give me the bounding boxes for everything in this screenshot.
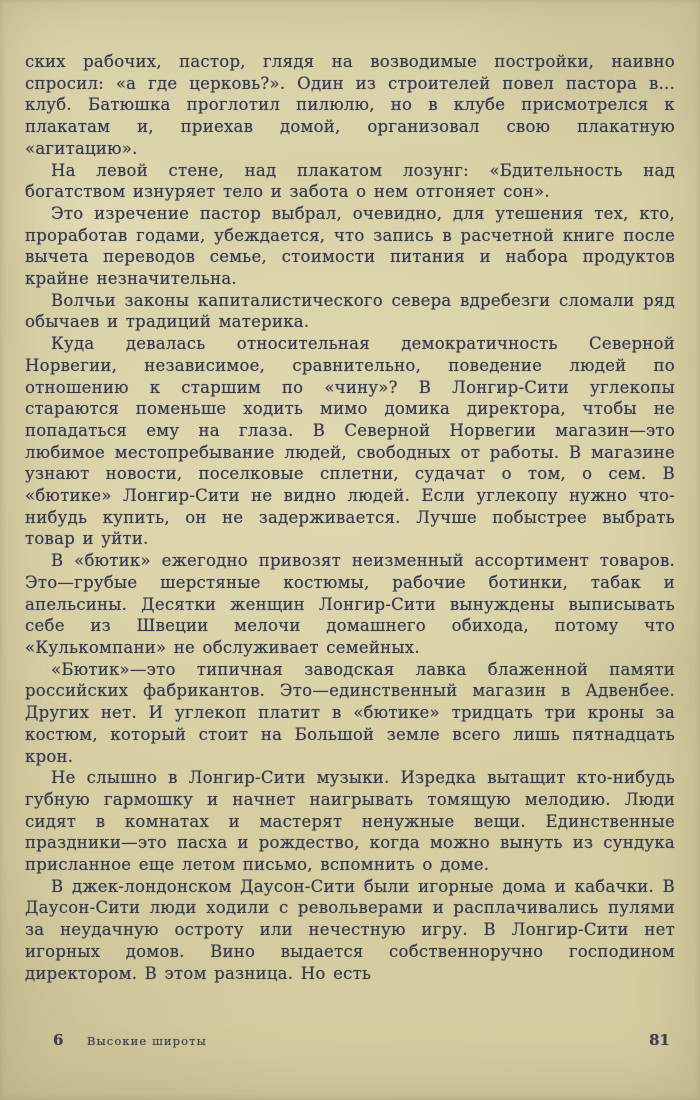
paragraph: В «бютик» ежегодно привозят неизменный ассортимент товаров. Это—грубые шерстяные костюмы, рабочие ботинки, табак и апельсины. Десятки женщин Лонгир-Сити вынуждены выписывать себе из Швеции мелочи домашнего обихода, потому что «Кулькомпани» не обслуживает семейных. bbox=[25, 551, 675, 657]
page-footer bbox=[25, 1031, 670, 1051]
signature-number: 6 bbox=[53, 1031, 64, 1049]
paragraph: Волчьи законы капиталистического севера вдребезги сломали ряд обычаев и традиций материка. bbox=[25, 290, 675, 332]
page-text-block bbox=[25, 51, 675, 984]
paragraph: На левой стене, над плакатом лозунг: «Бдительность над богатством изнуряет тело и забота о нем отгоняет сон». bbox=[25, 160, 675, 202]
paragraph: Это изречение пастор выбрал, очевидно, для утешения тех, кто, проработав годами, убеждается, что запись в расчетной книге после вычета переводов семье, стоимости питания и набора продуктов крайне незначительна. bbox=[25, 203, 675, 289]
paragraph: ских рабочих, пастор, глядя на возводимые постройки, наивно спросил: «а где церковь?». Один из строителей повел пастора в... клуб. Батюшка проглотил пилюлю, но в клубе присмотрелся к плакатам и, приехав домой, организовал свою плакатную «агитацию». bbox=[25, 52, 675, 158]
paragraph: В джек-лондонском Даусон-Сити были игорные дома и кабачки. В Даусон-Сити люди ходили с револьверами и расплачивались пулями за неудачную остроту или нечестную игру. В Лонгир-Сити нет игорных домов. Вино выдается собственноручно господином директором. В этом разница. Но есть bbox=[25, 876, 675, 983]
paragraph: Куда девалась относительная демократичность Северной Норвегии, независимое, сравнительно, поведение людей по отношению к старшим по «чину»? В Лонгир-Сити углекопы стараются поменьше ходить мимо домика директора, чтобы не попадаться ему на глаза. В Северной Норвегии магазин—это любимое местопребывание людей, свободных от работы. В магазине узнают новости, поселковые сплетни, судачат о том, о сем. В «бютике» Лонгир-Сити не видно людей. Если углекопу нужно что-нибудь купить, он не задерживается. Лучше побыстрее выбрать товар и уйти. bbox=[25, 334, 675, 549]
paragraph: Не слышно в Лонгир-Сити музыки. Изредка вытащит кто-нибудь губную гармошку и начнет наигрывать томящую мелодию. Люди сидят в комнатах и мастерят ненужные вещи. Единственные праздники—это пасха и рождество, когда можно вынуть из сундука присланное еще летом письмо, вспомнить о доме. bbox=[25, 768, 675, 875]
running-title: Высокие широты bbox=[87, 1034, 207, 1048]
paragraph: «Бютик»—это типичная заводская лавка блаженной памяти российских фабрикантов. Это—единственный магазин в Адвенбее. Других нет. И углекоп платит в «бютике» тридцать три кроны за костюм, который стоит на Большой земле всего лишь пятнадцать крон. bbox=[25, 659, 675, 766]
page-number: 81 bbox=[649, 1031, 670, 1049]
